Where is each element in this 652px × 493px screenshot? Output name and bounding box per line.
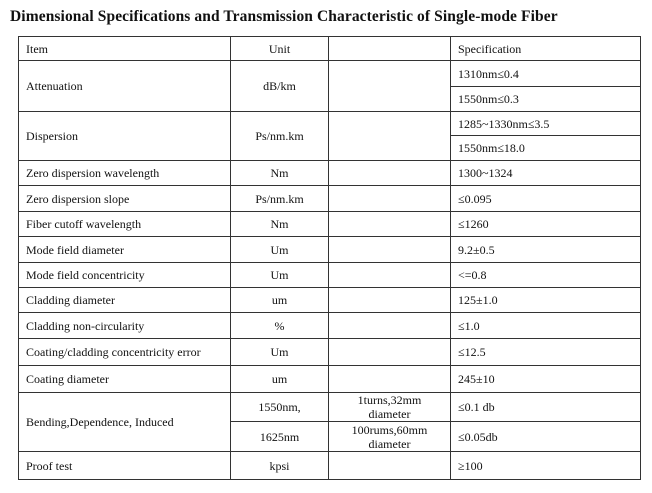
table-row [19,161,641,186]
zds-extra [329,186,451,212]
coat-d-item: Coating diameter [19,366,231,393]
table-row [19,212,641,237]
page-title: Dimensional Specifications and Transmission Characteristic of Single-mode Fiber [10,8,558,25]
spec-table [18,36,641,480]
cutoff-unit: Nm [231,212,329,237]
proof-spec: ≥100 [451,452,641,480]
clad-nc-item: Cladding non-circularity [19,313,231,339]
clad-nc-unit: % [231,313,329,339]
table-row [19,61,641,87]
clad-d-spec: 125±1.0 [451,288,641,313]
mfc-spec: <=0.8 [451,263,641,288]
table-row [19,186,641,212]
dispersion-unit: Ps/nm.km [231,112,329,161]
clad-d-extra [329,288,451,313]
coat-cc-spec: ≤12.5 [451,339,641,366]
coat-d-unit: um [231,366,329,393]
attenuation-item: Attenuation [19,61,231,112]
table-row [19,263,641,288]
attenuation-extra [329,61,451,112]
mfd-unit: Um [231,237,329,263]
dispersion-item: Dispersion [19,112,231,161]
header-spec: Specification [451,37,641,61]
mfd-item: Mode field diameter [19,237,231,263]
table-row [19,339,641,366]
cutoff-spec: ≤1260 [451,212,641,237]
bending-condition-1625: 100rums,60mm diameter [329,422,451,452]
attenuation-spec-1310: 1310nm≤0.4 [451,61,641,87]
zdw-item: Zero dispersion wavelength [19,161,231,186]
dispersion-spec-range: 1285~1330nm≤3.5 [451,112,641,136]
coat-d-extra [329,366,451,393]
dispersion-extra [329,112,451,161]
bending-unit-1625: 1625nm [231,422,329,452]
table-row [19,452,641,480]
proof-extra [329,452,451,480]
proof-unit: kpsi [231,452,329,480]
clad-d-item: Cladding diameter [19,288,231,313]
zdw-spec: 1300~1324 [451,161,641,186]
clad-d-unit: um [231,288,329,313]
bending-spec-1550: ≤0.1 db [451,393,641,422]
table-row [19,366,641,393]
attenuation-spec-1550: 1550nm≤0.3 [451,87,641,112]
cutoff-item: Fiber cutoff wavelength [19,212,231,237]
coat-cc-item: Coating/cladding concentricity error [19,339,231,366]
zdw-extra [329,161,451,186]
attenuation-unit: dB/km [231,61,329,112]
mfd-extra [329,237,451,263]
mfc-item: Mode field concentricity [19,263,231,288]
dispersion-spec-1550: 1550nm≤18.0 [451,136,641,161]
table-row [19,313,641,339]
bending-condition-1550: 1turns,32mm diameter [329,393,451,422]
mfc-extra [329,263,451,288]
bending-unit-1550: 1550nm, [231,393,329,422]
coat-d-spec: 245±10 [451,366,641,393]
zds-unit: Ps/nm.km [231,186,329,212]
zdw-unit: Nm [231,161,329,186]
zds-item: Zero dispersion slope [19,186,231,212]
header-unit: Unit [231,37,329,61]
table-header-row [19,37,641,61]
mfc-unit: Um [231,263,329,288]
coat-cc-extra [329,339,451,366]
table-row [19,237,641,263]
proof-item: Proof test [19,452,231,480]
table-row [19,112,641,136]
table-row [19,288,641,313]
clad-nc-spec: ≤1.0 [451,313,641,339]
bending-spec-1625: ≤0.05db [451,422,641,452]
clad-nc-extra [329,313,451,339]
cutoff-extra [329,212,451,237]
header-item: Item [19,37,231,61]
bending-item: Bending,Dependence, Induced [19,393,231,452]
zds-spec: ≤0.095 [451,186,641,212]
header-extra [329,37,451,61]
table-row [19,393,641,422]
mfd-spec: 9.2±0.5 [451,237,641,263]
coat-cc-unit: Um [231,339,329,366]
